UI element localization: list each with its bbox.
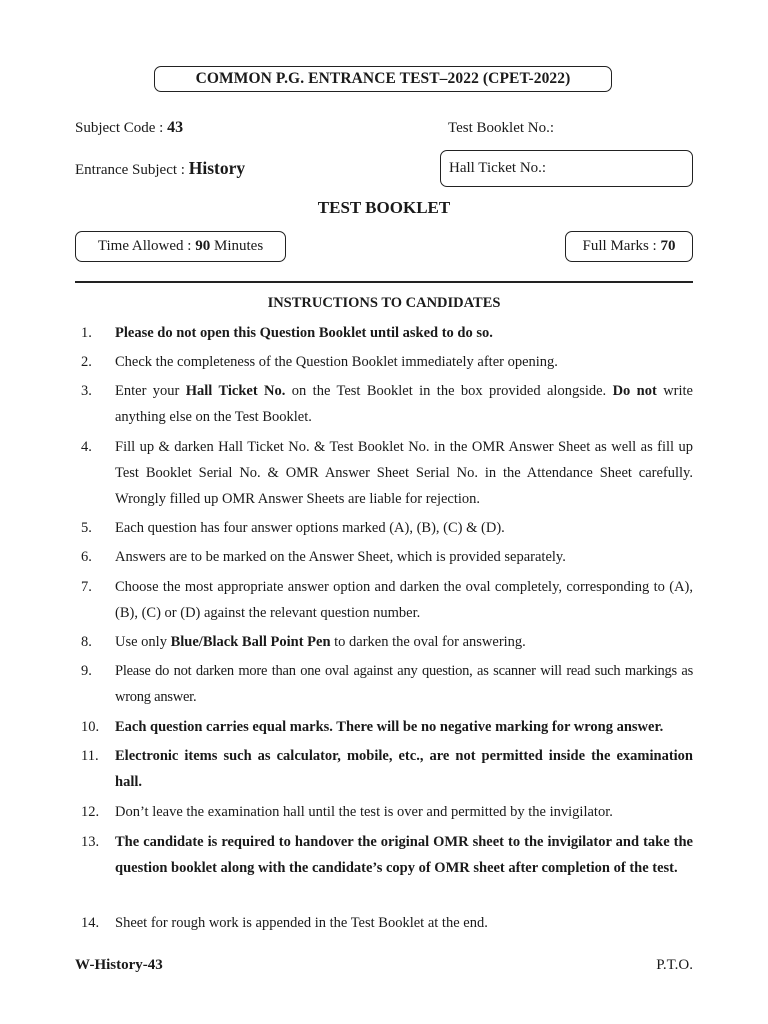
- item-number: 13.: [81, 834, 100, 850]
- entrance-subject-row: [75, 158, 245, 179]
- item-number: 11.: [81, 748, 99, 764]
- subject-code-value: 43: [167, 119, 184, 136]
- instruction-item: [81, 629, 693, 655]
- item-number: 8.: [81, 634, 92, 650]
- hall-ticket-label: Hall Ticket No.:: [449, 160, 547, 176]
- instruction-item: [81, 799, 693, 825]
- time-unit: Minutes: [213, 238, 264, 254]
- subject-code-label: Subject Code :: [75, 120, 164, 136]
- booklet-no-label: Test Booklet No.:: [448, 120, 555, 136]
- marks-label: Full Marks :: [582, 238, 657, 254]
- marks-value: 70: [660, 238, 676, 254]
- instruction-item: [81, 714, 693, 740]
- instruction-item: [81, 434, 693, 512]
- item-text: Enter your Hall Ticket No. on the Test Booklet in the box provided alongside. Do not write anything else on the Test Booklet.: [115, 383, 693, 425]
- instruction-item: [81, 910, 693, 936]
- item-text: Use only Blue/Black Ball Point Pen to darken the oval for answering.: [115, 634, 526, 650]
- instruction-item: [81, 378, 693, 430]
- instruction-item: [81, 829, 693, 881]
- item-text: Fill up & darken Hall Ticket No. & Test Booklet No. in the OMR Answer Sheet as well as fill up Test Booklet Serial No. & OMR Answer Sheet Serial No. in the Attendance Sheet carefully. Wrongly filled up OMR Answer Sheets are liable for rejection.: [115, 439, 693, 507]
- footer-code: W-History-43: [75, 957, 163, 973]
- item-text: Each question has four answer options marked (A), (B), (C) & (D).: [115, 520, 505, 536]
- instruction-item: [81, 574, 693, 626]
- instruction-item: [81, 349, 693, 375]
- item-number: 10.: [81, 719, 100, 735]
- item-text: Electronic items such as calculator, mobile, etc., are not permitted inside the examination hall.: [115, 748, 693, 790]
- instruction-item: [81, 658, 693, 710]
- item-text: Please do not darken more than one oval against any question, as scanner will read such markings as wrong answer.: [115, 663, 693, 705]
- item-number: 4.: [81, 439, 92, 455]
- instruction-item: [81, 743, 693, 795]
- item-text: The candidate is required to handover the original OMR sheet to the invigilator and take the question booklet along with the candidate’s copy of OMR sheet after completion of the test.: [115, 834, 693, 876]
- time-value: 90: [195, 238, 211, 254]
- exam-title-box: [154, 66, 612, 92]
- instructions-heading: INSTRUCTIONS TO CANDIDATES: [267, 295, 501, 311]
- instruction-item: [81, 515, 693, 541]
- item-number: 1.: [81, 325, 92, 341]
- hall-ticket-box[interactable]: [440, 150, 693, 187]
- item-text: Each question carries equal marks. There will be no negative marking for wrong answer.: [115, 719, 664, 735]
- item-text: Please do not open this Question Booklet until asked to do so.: [115, 325, 493, 341]
- item-number: 7.: [81, 579, 92, 595]
- item-number: 9.: [81, 663, 92, 679]
- item-number: 14.: [81, 915, 100, 931]
- time-label: Time Allowed :: [97, 238, 192, 254]
- item-text: Sheet for rough work is appended in the Test Booklet at the end.: [115, 915, 488, 931]
- item-number: 12.: [81, 804, 100, 820]
- item-text: Check the completeness of the Question Booklet immediately after opening.: [115, 354, 558, 370]
- entrance-subject-value: History: [188, 158, 246, 178]
- item-number: 5.: [81, 520, 92, 536]
- full-marks-box: [565, 231, 693, 262]
- entrance-subject-label: Entrance Subject :: [75, 162, 185, 178]
- instruction-item: [81, 320, 693, 346]
- booklet-title: TEST BOOKLET: [317, 198, 451, 217]
- subject-code-row: [75, 119, 183, 137]
- divider: [75, 281, 693, 283]
- exam-title: COMMON P.G. ENTRANCE TEST–2022 (CPET-2022): [195, 70, 571, 87]
- item-text: Answers are to be marked on the Answer Sheet, which is provided separately.: [115, 549, 566, 565]
- item-number: 6.: [81, 549, 92, 565]
- instruction-item: [81, 544, 693, 570]
- item-number: 2.: [81, 354, 92, 370]
- item-number: 3.: [81, 383, 92, 399]
- item-text: Don’t leave the examination hall until the test is over and permitted by the invigilator.: [115, 804, 613, 820]
- footer-pto: P.T.O.: [656, 957, 693, 973]
- item-text: Choose the most appropriate answer option and darken the oval completely, corresponding to (A), (B), (C) or (D) against the relevant question number.: [115, 579, 693, 621]
- time-allowed-box: [75, 231, 286, 262]
